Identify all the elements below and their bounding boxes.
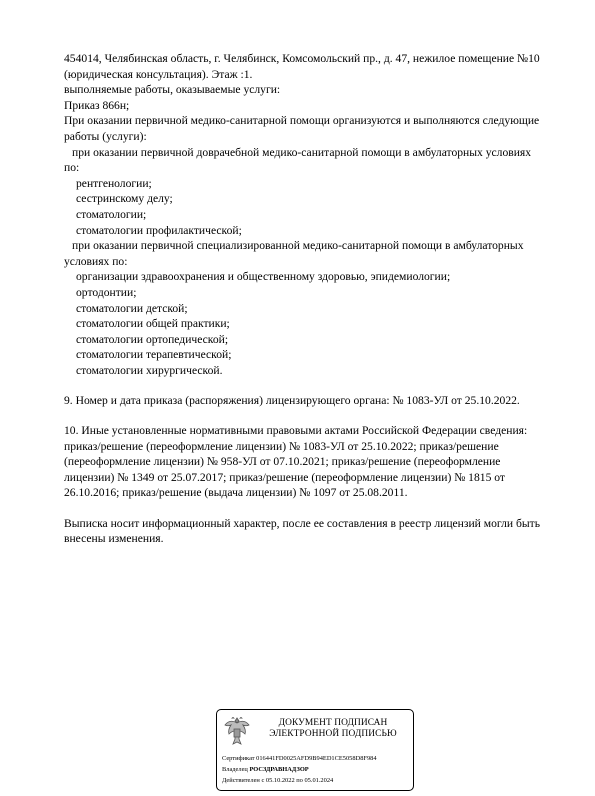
service-item: ортодонтии; bbox=[76, 285, 137, 299]
section-10-details: 10. Иные установленные нормативными правовыми актами Российской Федерации сведения: bbox=[64, 424, 528, 438]
validity-row: Действителен с 05.10.2022 по 05.01.2024 bbox=[222, 776, 334, 784]
certificate-row: Сертификат 016441FD0025AFD9B94ED1CE5058D8F984 bbox=[222, 755, 377, 762]
section-10-details: приказ/решение (переоформление лицензии) № 1083-УЛ от 25.10.2022; приказ/решение bbox=[64, 439, 499, 453]
russian-coat-of-arms-icon bbox=[223, 715, 251, 749]
service-item: стоматологии общей практики; bbox=[76, 317, 230, 331]
address-line: (юридическая консультация). Этаж :1. bbox=[64, 67, 253, 81]
section-10-details: лицензии) № 1349 от 25.07.2017; приказ/решение (переоформление лицензии) № 1815 от bbox=[64, 470, 505, 484]
service-item: стоматологии профилактической; bbox=[76, 223, 242, 237]
owner-row: Владелец РОСЗДРАВНАДЗОР bbox=[222, 765, 309, 773]
validity-period: с 05.10.2022 по 05.01.2024 bbox=[261, 776, 334, 784]
service-item: стоматологии хирургической. bbox=[76, 363, 223, 377]
service-item: стоматологии ортопедической; bbox=[76, 332, 229, 346]
service-item: организации здравоохранения и общественному здоровью, эпидемиологии; bbox=[76, 270, 451, 284]
disclaimer: Выписка носит информационный характер, после ее составления в реестр лицензий могли быть bbox=[64, 516, 540, 530]
service-item: стоматологии детской; bbox=[76, 301, 188, 315]
primary-care-intro: При оказании первичной медико-санитарной помощи организуются и выполняются следующие bbox=[64, 114, 540, 128]
works-header: выполняемые работы, оказываемые услуги: bbox=[64, 83, 281, 97]
disclaimer: внесены изменения. bbox=[64, 532, 164, 546]
service-item: стоматологии; bbox=[76, 207, 147, 221]
prenursing-heading: по: bbox=[64, 161, 80, 175]
specialized-heading: при оказании первичной специализированной медико-санитарной помощи в амбулаторных bbox=[72, 239, 524, 253]
section-10-details: 26.10.2016; приказ/решение (выдача лицензии) № 1097 от 25.08.2011. bbox=[64, 486, 408, 500]
address-line: 454014, Челябинская область, г. Челябинск, Комсомольский пр., д. 47, нежилое помещение №10 bbox=[64, 52, 540, 65]
service-item: рентгенологии; bbox=[76, 176, 152, 190]
primary-care-intro: работы (услуги): bbox=[64, 129, 147, 143]
electronic-signature-stamp bbox=[216, 709, 414, 791]
specialized-heading: условиях по: bbox=[64, 254, 128, 268]
order-reference: Приказ 866н; bbox=[64, 98, 130, 112]
service-item: сестринскому делу; bbox=[76, 192, 173, 206]
owner-name: РОСЗДРАВНАДЗОР bbox=[249, 765, 309, 773]
section-10-details: (переоформление лицензии) № 958-УЛ от 07.10.2021; приказ/решение (переоформление bbox=[64, 455, 501, 469]
prenursing-heading: при оказании первичной доврачебной медико-санитарной помощи в амбулаторных условиях bbox=[72, 145, 532, 159]
section-9-order: 9. Номер и дата приказа (распоряжения) лицензирующего органа: № 1083-УЛ от 25.10.2022. bbox=[64, 393, 520, 407]
license-extract-page bbox=[64, 51, 564, 547]
stamp-title: ДОКУМЕНТ ПОДПИСАН ЭЛЕКТРОННОЙ ПОДПИСЬЮ bbox=[269, 718, 397, 739]
certificate-number: 016441FD0025AFD9B94ED1CE5058D8F984 bbox=[256, 755, 377, 762]
stamp-details bbox=[222, 754, 377, 786]
service-item: стоматологии терапевтической; bbox=[76, 348, 232, 362]
